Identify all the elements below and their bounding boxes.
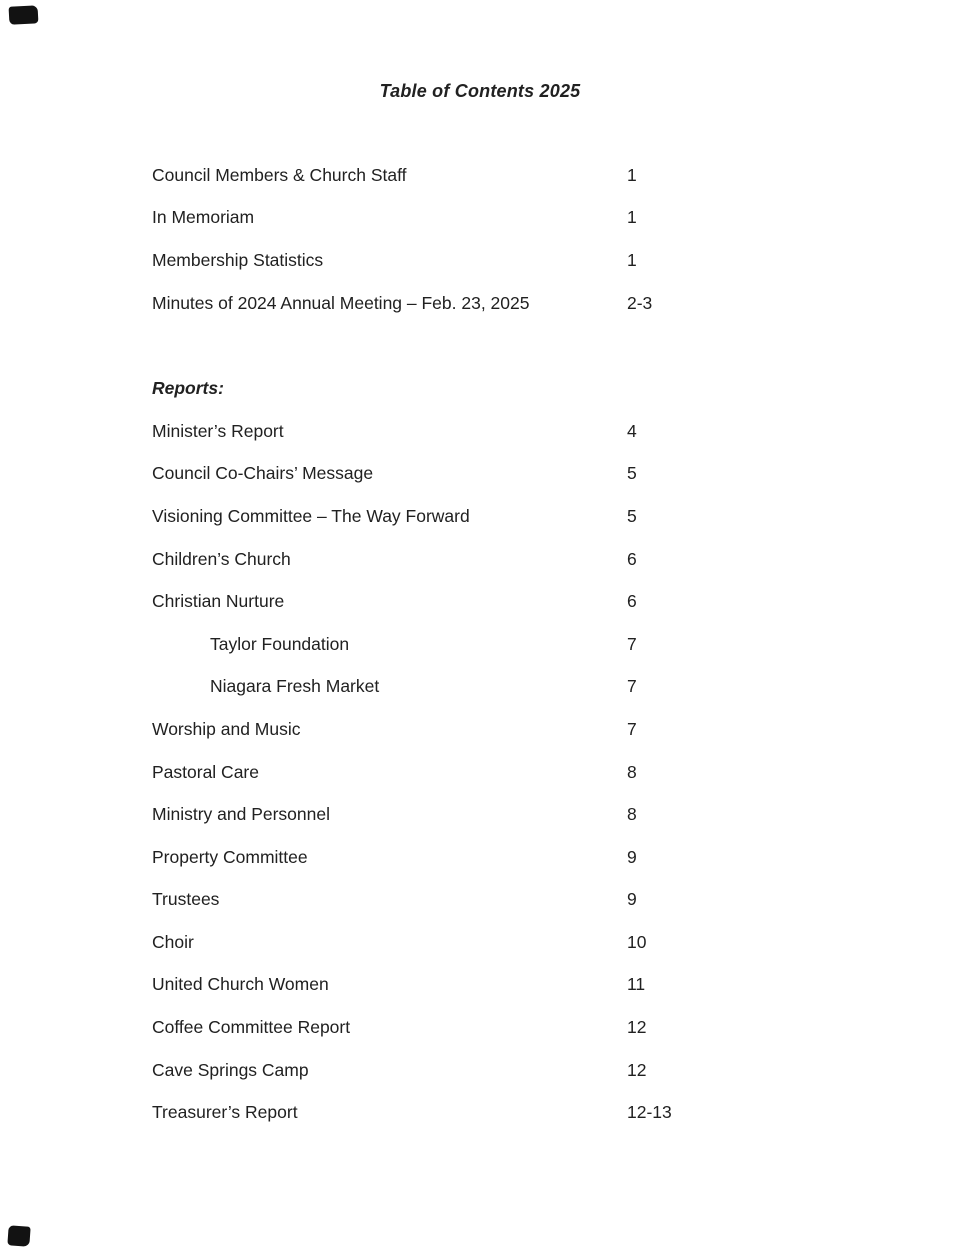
toc-entry [152, 453, 772, 496]
toc-entry-label: Membership Statistics [152, 249, 324, 270]
toc-entry-label: Visioning Committee – The Way Forward [152, 505, 470, 526]
scan-artifact-bottom-left [7, 1225, 30, 1246]
toc-entry [152, 410, 772, 453]
toc-entry-page: 9 [627, 889, 637, 910]
toc-entry-sub [152, 623, 772, 666]
toc-entry-page: 1 [627, 164, 637, 185]
toc-entry [152, 1049, 772, 1092]
toc-entry-page: 5 [627, 463, 637, 484]
toc-entry-label: In Memoriam [152, 207, 255, 228]
toc-entry [152, 708, 772, 751]
toc-entry-label: Children’s Church [152, 548, 291, 569]
toc-entry-label: Treasurer’s Report [152, 1102, 298, 1123]
toc-entry [152, 964, 772, 1007]
toc-entry [152, 282, 772, 325]
toc-entry-label: Ministry and Personnel [152, 804, 330, 825]
toc-entry-label: Cave Springs Camp [152, 1059, 309, 1080]
toc-entry-label: Christian Nurture [152, 591, 285, 612]
reports-section-heading [152, 367, 772, 410]
toc-entry-page: 4 [627, 420, 637, 441]
toc-entry-page: 8 [627, 761, 637, 782]
toc-entry [152, 1091, 772, 1134]
toc-entry-page: 7 [627, 676, 637, 697]
toc-entry [152, 836, 772, 879]
toc-entry-page: 1 [627, 249, 637, 270]
scan-artifact-top-left [9, 5, 39, 24]
toc-entry-label: Council Members & Church Staff [152, 164, 407, 185]
toc-entry-label: Trustees [152, 889, 220, 910]
toc-entry-page: 9 [627, 846, 637, 867]
toc-entry-label: Choir [152, 931, 194, 952]
toc-entry [152, 793, 772, 836]
toc-entry [152, 197, 772, 240]
toc-entry-label: Taylor Foundation [210, 633, 350, 654]
toc-entry-label: Niagara Fresh Market [210, 676, 380, 697]
toc-entry [152, 538, 772, 581]
toc-entry [152, 495, 772, 538]
toc-entry-label: Worship and Music [152, 718, 301, 739]
toc-entry-page: 12 [627, 1059, 647, 1080]
toc-entry-page: 2-3 [627, 292, 653, 313]
toc-entry [152, 239, 772, 282]
toc-entry-label: Minister’s Report [152, 420, 284, 441]
toc-entry-label: Property Committee [152, 846, 308, 867]
toc-entry-page: 12-13 [627, 1102, 672, 1123]
toc-entry-page: 12 [627, 1017, 647, 1038]
reports-heading-label: Reports: [152, 378, 224, 399]
toc-entry-page: 10 [627, 931, 647, 952]
toc-entry [152, 879, 772, 922]
table-of-contents [152, 154, 772, 1134]
toc-entry-label: Coffee Committee Report [152, 1017, 351, 1038]
toc-entry-label: Minutes of 2024 Annual Meeting – Feb. 23, 2025 [152, 292, 530, 313]
toc-entry [152, 921, 772, 964]
toc-entry-label: United Church Women [152, 974, 329, 995]
toc-entry [152, 580, 772, 623]
toc-entry [152, 154, 772, 197]
page-title: Table of Contents 2025 [379, 81, 581, 101]
toc-entry-page: 7 [627, 718, 637, 739]
toc-entry-page: 7 [627, 633, 637, 654]
toc-entry-page: 1 [627, 207, 637, 228]
toc-entry-label: Council Co-Chairs’ Message [152, 463, 374, 484]
toc-entry [152, 751, 772, 794]
toc-entry-page: 5 [627, 505, 637, 526]
toc-entry-page: 8 [627, 804, 637, 825]
toc-entry-page: 6 [627, 548, 637, 569]
toc-entry [152, 1006, 772, 1049]
toc-entry-label: Pastoral Care [152, 761, 259, 782]
toc-entry-page: 6 [627, 591, 637, 612]
toc-entry-sub [152, 666, 772, 709]
toc-entry-page: 11 [627, 974, 646, 995]
